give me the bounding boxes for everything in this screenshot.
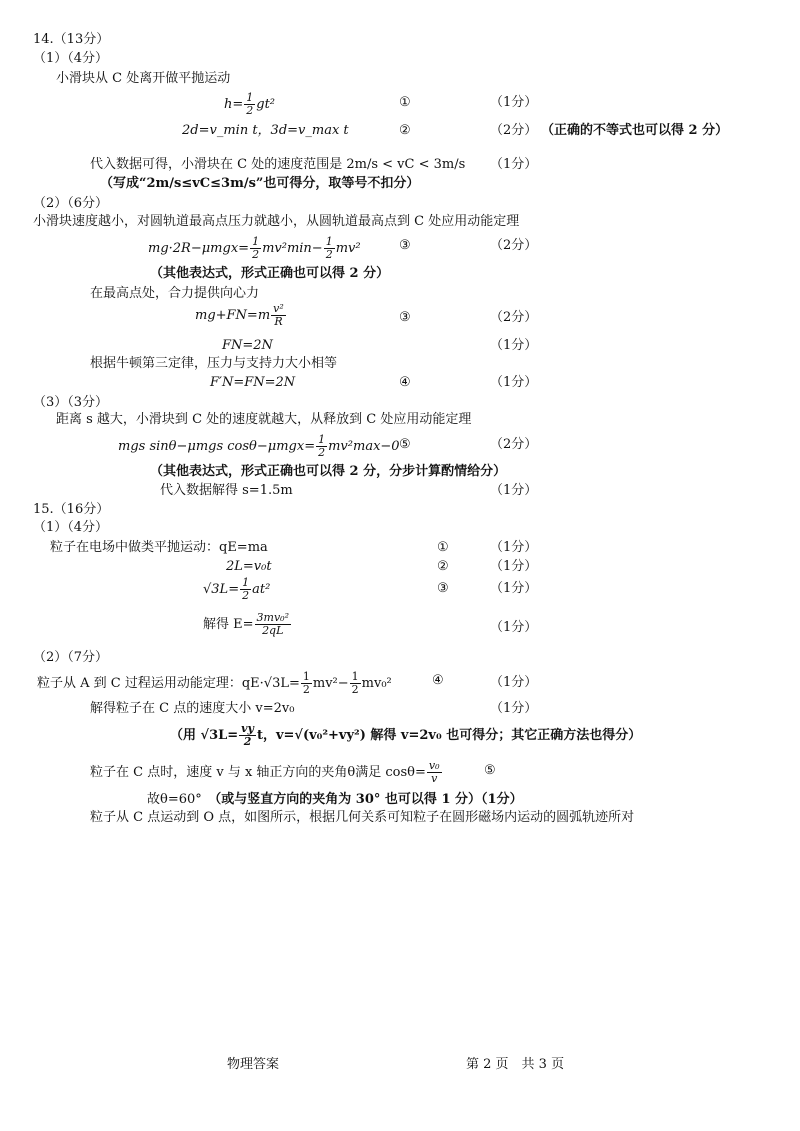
- note-4: （其他表达式，形式正确也可以得 2 分）: [150, 266, 390, 281]
- q15-line1: 粒子在电场中做类平抛运动：qE=ma: [50, 540, 268, 555]
- q14-title: 14.（13分）: [33, 32, 110, 47]
- mark-1b: ①: [437, 540, 449, 555]
- half-fraction: $\frac{1}{2}$: [302, 670, 310, 696]
- q15-eq2: 2L=v₀t: [226, 559, 272, 574]
- q15-line7: 粒子在 C 点时，速度 v 与 x 轴正方向的夹角θ满足 cosθ= $\frac{\text{v₀}}{v}$: [90, 759, 440, 785]
- note-2: （正确的不等式也可以得 2 分）: [541, 123, 729, 138]
- q14-line6: 根据牛顿第三定律，压力与支持力大小相等: [90, 356, 338, 371]
- half-fraction: $\frac{1}{2}$: [351, 670, 359, 696]
- v2-over-R-fraction: $\frac{\text{v²}}{R}$: [273, 302, 284, 328]
- half-fraction: $\frac{1}{2}$: [318, 433, 326, 459]
- q15-line6: 解得粒子在 C 点的速度大小 v=2v₀: [90, 701, 295, 716]
- score-2: （2分）: [490, 123, 538, 138]
- q15-line8: 故θ=60° （或与竖直方向的夹角为 30° 也可以得 1 分）（1分）: [147, 792, 523, 807]
- mark-5b: ⑤: [484, 763, 496, 778]
- q14-eq2: 2d=v_min t，3d=v_max t: [182, 123, 349, 138]
- score-8: （2分）: [490, 437, 538, 452]
- q14-part1-title: （1）（4分）: [33, 51, 109, 66]
- score-15: （1分）: [490, 701, 538, 716]
- score-10: （1分）: [490, 540, 538, 555]
- mark-2: ②: [399, 123, 411, 138]
- q14-part2-title: （2）（6分）: [33, 196, 109, 211]
- note-3: （写成“2m/s≤vC≤3m/s”也可得分，取等号不扣分）: [100, 176, 420, 191]
- q15-part2-title: （2）（7分）: [33, 650, 109, 665]
- score-7: （1分）: [490, 375, 538, 390]
- score-4: （2分）: [490, 238, 538, 253]
- score-14: （1分）: [490, 675, 538, 690]
- mark-1: ①: [399, 95, 411, 110]
- q15-eq4: 解得 E= $\frac{\text{3mv₀²}}{2qL}$: [203, 611, 289, 637]
- note-8: （其他表达式，形式正确也可以得 2 分，分步计算酌情给分）: [150, 464, 507, 479]
- q15-line5: 粒子从 A 到 C 过程运用动能定理：qE·√3L= $\frac{1}{2}$ mv²− $\frac{1}{2}$ mv₀²: [37, 670, 392, 696]
- q15-title: 15.（16分）: [33, 502, 110, 517]
- q14-eq1: [224, 92, 275, 117]
- note-6: （用 √3L= $\frac{vy}{2}$ t，v=√(v₀²+vy²) 解得 v=2v₀ 也可得分；其它正确方法也得分）: [170, 722, 642, 748]
- q15-part1-title: （1）（4分）: [33, 520, 109, 535]
- mark-3b: ③: [437, 581, 449, 596]
- q15-line9: 粒子从 C 点运动到 O 点，如图所示，根据几何关系可知粒子在圆形磁场内运动的圆弧轨迹所对: [90, 810, 635, 825]
- footer-subject: 物理答案: [227, 1057, 280, 1072]
- score-3: （1分）: [490, 157, 538, 172]
- half-fraction: $\frac{1}{2}$: [252, 235, 260, 261]
- half-fraction: $\frac{1}{2}$: [246, 91, 254, 117]
- eq1-left: h=: [224, 97, 244, 112]
- q14-eq5: FN=2N: [222, 338, 273, 353]
- score-12: （1分）: [490, 581, 538, 596]
- score-9: （1分）: [490, 483, 538, 498]
- q14-part3-intro: 距离 s 越大，小滑块到 C 处的速度就越大，从释放到 C 处应用动能定理: [56, 412, 472, 427]
- vy-over-2-fraction: $\frac{vy}{2}$: [241, 722, 254, 748]
- score-1: （1分）: [490, 95, 538, 110]
- mark-4: ③: [399, 310, 411, 325]
- q14-line5: 在最高点处，合力提供向心力: [90, 286, 260, 301]
- score-11: （1分）: [490, 559, 538, 574]
- field-fraction: $\frac{\text{3mv₀²}}{2qL}$: [256, 611, 289, 637]
- q14-eq6: F′N=FN=2N: [210, 375, 296, 390]
- mark-6: ⑤: [399, 437, 411, 452]
- q14-eq4: mg+FN=m $\frac{\text{v²}}{R}$: [195, 302, 284, 328]
- mark-5: ④: [399, 375, 411, 390]
- score-13: （1分）: [490, 620, 538, 635]
- half-fraction: $\frac{1}{2}$: [242, 576, 250, 602]
- cos-fraction: $\frac{\text{v₀}}{v}$: [428, 759, 440, 785]
- q14-part1-intro: 小滑块从 C 处离开做平抛运动: [56, 71, 231, 86]
- q14-line9: 代入数据解得 s=1.5m: [160, 483, 293, 498]
- eq1-right: gt²: [256, 97, 276, 112]
- q14-part3-title: （3）（3分）: [33, 395, 109, 410]
- q14-eq3: mg·2R−μmgx= $\frac{1}{2}$ mv²min− $\frac{1}{2}$ mv²: [148, 235, 361, 261]
- half-fraction: $\frac{1}{2}$: [325, 235, 333, 261]
- q14-eq7: mgs sinθ−μmgs cosθ−μmgx= $\frac{1}{2}$ mv²max−0: [118, 433, 400, 459]
- note-8b: （或与竖直方向的夹角为 30° 也可以得 1 分）（1分）: [214, 792, 523, 807]
- mark-3: ③: [399, 238, 411, 253]
- q14-part2-intro: 小滑块速度越小，对圆轨道最高点压力就越小，从圆轨道最高点到 C 处应用动能定理: [33, 214, 520, 229]
- q15-eq3: √3L= $\frac{1}{2}$ at²: [203, 576, 271, 602]
- footer-page-number: 第 2 页 共 3 页: [466, 1057, 565, 1072]
- score-5: （2分）: [490, 310, 538, 325]
- mark-4b: ④: [432, 673, 444, 688]
- mark-2b: ②: [437, 559, 449, 574]
- score-6: （1分）: [490, 338, 538, 353]
- q14-line3: 代入数据可得，小滑块在 C 处的速度范围是 2m/s < vC < 3m/s: [90, 157, 466, 172]
